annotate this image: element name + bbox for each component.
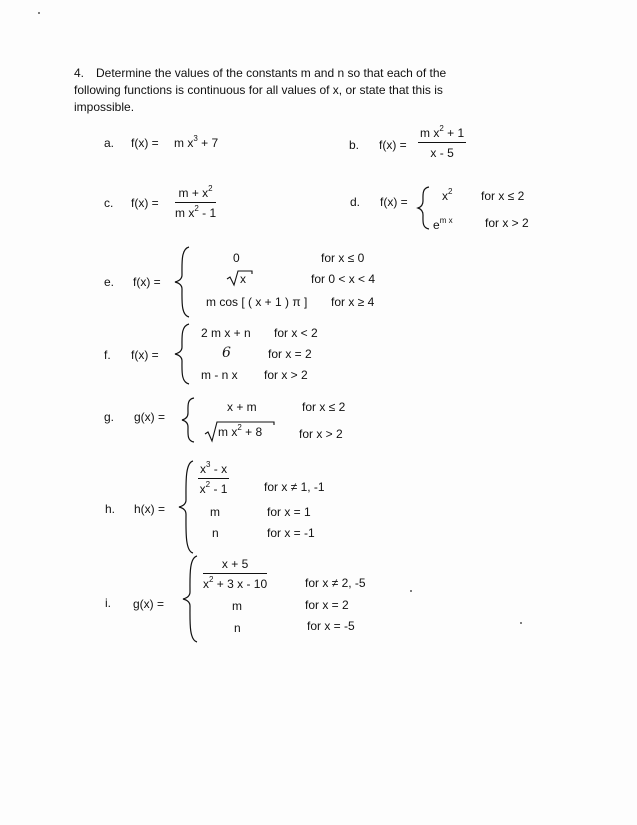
- part-label: a.: [104, 136, 115, 150]
- left-brace-icon: [176, 459, 198, 555]
- case-condition: for x > 2: [485, 216, 529, 230]
- function-lhs: f(x) =: [380, 195, 408, 209]
- fraction: [203, 557, 267, 591]
- denominator: x - 5: [430, 146, 454, 160]
- part-label: d.: [350, 195, 361, 209]
- scan-speck: [520, 622, 522, 624]
- left-brace-icon: [172, 245, 194, 319]
- case-condition: for x ≤ 2: [481, 189, 525, 203]
- problem-line-3: impossible.: [74, 100, 135, 114]
- function-lhs: f(x) =: [131, 196, 159, 210]
- numerator: $x^3$ - x: [198, 462, 229, 479]
- case-condition: for x ≠ 2, -5: [305, 576, 366, 590]
- part-label: i.: [105, 596, 111, 610]
- case-expression: $x^2$: [442, 187, 453, 203]
- function-lhs: f(x) =: [131, 136, 159, 150]
- function-lhs: f(x) =: [131, 348, 159, 362]
- function-lhs: f(x) =: [379, 138, 407, 152]
- left-brace-icon: [180, 396, 198, 444]
- fraction: [418, 126, 466, 160]
- case-condition: for x > 2: [299, 427, 343, 441]
- problem-line-2: following functions is continuous for all values of x, or state that this is: [74, 83, 443, 97]
- case-condition: for x = -1: [267, 526, 315, 540]
- case-condition: for x = 2: [268, 347, 312, 361]
- case-condition: for x = -5: [307, 619, 355, 633]
- scan-speck: [410, 590, 412, 592]
- scan-speck: [38, 12, 40, 14]
- denominator: m $x^2 - 1$: [175, 204, 217, 220]
- part-label: b.: [349, 138, 360, 152]
- case-condition: for x > 2: [264, 368, 308, 382]
- numerator: x + 5: [203, 557, 267, 574]
- case-expression: $e^{m x}$: [433, 216, 453, 232]
- denominator: $x^2 + 3$ x - 10: [203, 575, 268, 591]
- fraction: [175, 186, 216, 220]
- case-expression: 2 m x + n: [201, 326, 251, 340]
- case-expression: m - n x: [201, 368, 238, 382]
- case-condition: for x < 2: [274, 326, 318, 340]
- part-label: h.: [105, 502, 116, 516]
- case-condition: for x ≤ 0: [321, 251, 365, 265]
- case-condition: for x ≥ 4: [331, 295, 375, 309]
- function-lhs: g(x) =: [134, 410, 166, 424]
- radicand: x: [240, 272, 246, 286]
- case-expression: n: [234, 621, 241, 635]
- left-brace-icon: [416, 185, 434, 231]
- case-expression: m cos [ ( x + 1 ) π ]: [206, 295, 308, 309]
- numerator: m $x^2 + 1$: [418, 126, 466, 143]
- function-lhs: g(x) =: [133, 597, 165, 611]
- case-expression: 0: [233, 251, 240, 265]
- left-brace-icon: [172, 322, 194, 386]
- numerator: $m + x^2$: [175, 186, 216, 203]
- part-label: f.: [104, 348, 111, 362]
- function-expression: m $x^3 + 7$: [174, 134, 219, 150]
- part-label: g.: [104, 410, 115, 424]
- case-condition: for 0 < x < 4: [311, 272, 376, 286]
- function-lhs: h(x) =: [134, 502, 166, 516]
- left-brace-icon: [180, 554, 202, 644]
- case-expression: m: [232, 599, 242, 613]
- case-expression: n: [212, 526, 219, 540]
- denominator: $x^2 - 1$: [199, 480, 228, 496]
- case-expression: x + m: [227, 400, 257, 414]
- case-condition: for x = 1: [267, 505, 311, 519]
- case-condition: for x ≠ 1, -1: [264, 480, 325, 494]
- problem-line-1: Determine the values of the constants m and n so that each of the: [96, 66, 447, 80]
- fraction: [198, 462, 229, 496]
- radicand: m $x^2 + 8$: [218, 423, 263, 439]
- part-label: e.: [104, 275, 115, 289]
- part-label: c.: [104, 196, 114, 210]
- problem-number: 4.: [74, 66, 85, 80]
- case-condition: for x ≤ 2: [302, 400, 346, 414]
- case-expression: m: [210, 505, 220, 519]
- case-expression-handwritten: 6: [222, 345, 231, 361]
- case-condition: for x = 2: [305, 598, 349, 612]
- function-lhs: f(x) =: [133, 275, 161, 289]
